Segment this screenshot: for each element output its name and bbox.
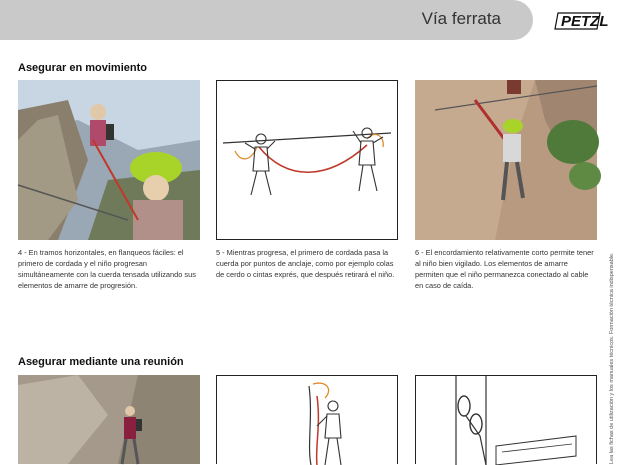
caption-5: 5 - Mientras progresa, el primero de cordada pasa la cuerda por puntos de anclaje, como por ejemplo colas de cerdo o cintas exprés, que después retirará el niño. bbox=[216, 248, 395, 279]
section-title-belay-station: Asegurar mediante una reunión bbox=[18, 356, 184, 368]
brand-name: PETZL bbox=[561, 13, 609, 30]
photo-rock-wall-child bbox=[415, 80, 597, 240]
header-bar bbox=[0, 0, 533, 40]
side-note-text: Lea las fichas de utilización y los manuales técnicos. Formación técnica indispensable. bbox=[609, 252, 615, 464]
drawing-rope-progression bbox=[216, 80, 398, 240]
side-note bbox=[604, 218, 618, 464]
caption-4: 4 - En tramos horizontales, en flanqueos fáciles: el primero de cordada y el niño progresan simultáneamente con la cuerda tensada utilizando sus elementos de amarre de progresión. bbox=[18, 248, 196, 290]
photo-child-climbing bbox=[18, 80, 200, 240]
section-title-moving: Asegurar en movimiento bbox=[18, 62, 147, 74]
photo-belay-station bbox=[18, 375, 200, 464]
page-title: Vía ferrata bbox=[421, 9, 501, 28]
drawing-belay-station bbox=[216, 375, 398, 464]
petzl-logo bbox=[555, 10, 609, 32]
drawing-anchor-hardware bbox=[415, 375, 597, 464]
caption-6: 6 - El encordamiento relativamente corto permite tener al niño bien vigilado. Los elementos de amarre permiten que el niño permanezca conectado al cable en caso de caída. bbox=[415, 248, 594, 290]
